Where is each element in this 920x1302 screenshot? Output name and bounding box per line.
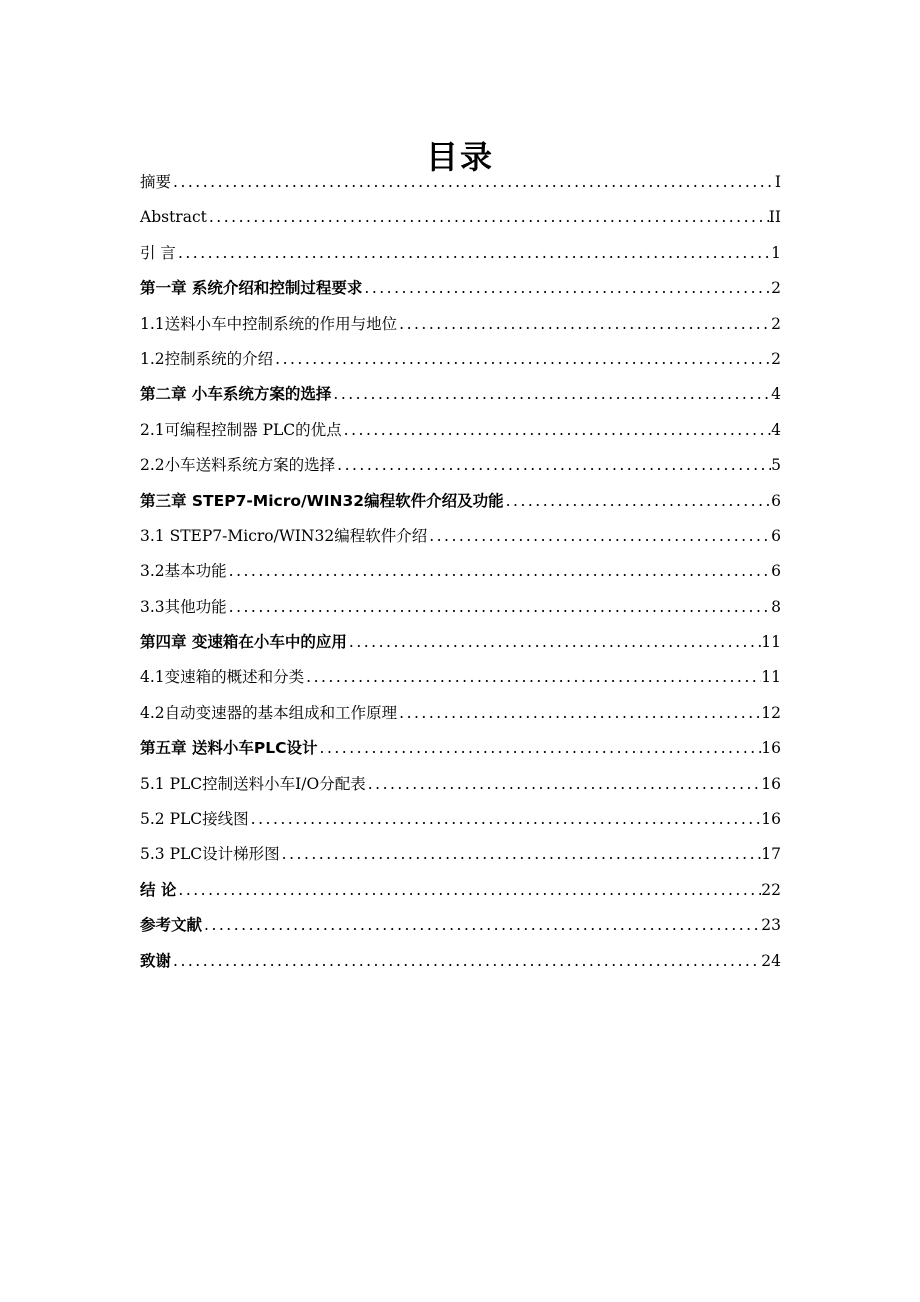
toc-chapter-entry[interactable] xyxy=(140,731,781,766)
toc-chapter-entry[interactable] xyxy=(140,271,781,306)
toc-page-number: 16 xyxy=(761,810,781,829)
toc-entry[interactable] xyxy=(140,554,781,589)
toc-dot-leader xyxy=(227,554,771,589)
toc-entry[interactable] xyxy=(140,448,781,483)
toc-page-number: 6 xyxy=(771,562,781,581)
toc-page-number: 11 xyxy=(761,668,781,687)
toc-dot-leader xyxy=(249,802,762,837)
toc-page-number: I xyxy=(774,173,781,191)
page-title: 目录 xyxy=(425,138,494,177)
toc-dot-leader xyxy=(342,413,771,448)
toc-entry[interactable] xyxy=(140,236,781,271)
toc-entry[interactable] xyxy=(140,342,781,377)
toc-dot-leader xyxy=(427,519,771,554)
toc-page-number: 16 xyxy=(761,739,781,758)
toc-entry-label: 第二章 小车系统方案的选择 xyxy=(140,385,332,404)
toc-page-number: 17 xyxy=(761,845,781,864)
toc-page-number: 2 xyxy=(771,349,781,368)
toc-dot-leader xyxy=(171,165,775,200)
toc-entry[interactable] xyxy=(140,307,781,342)
toc-entry-label: 1.1送料小车中控制系统的作用与地位 xyxy=(140,314,398,333)
toc-entry[interactable] xyxy=(140,767,781,802)
toc-entry-label: 1.2控制系统的介绍 xyxy=(140,349,274,368)
toc-chapter-entry[interactable] xyxy=(140,625,781,660)
toc-dot-leader xyxy=(171,944,761,979)
toc-entry[interactable] xyxy=(140,660,781,695)
toc-entry-label: Abstract xyxy=(140,208,207,227)
toc-entry-label: 摘要 xyxy=(140,173,172,191)
toc-entry-label: 第四章 变速箱在小车中的应用 xyxy=(140,633,347,652)
toc-entry-label: 4.2自动变速器的基本组成和工作原理 xyxy=(140,703,398,722)
toc-page-number: 24 xyxy=(761,951,781,970)
toc-entry-label: 5.1 PLC控制送料小车I/O分配表 xyxy=(140,774,366,793)
toc-chapter-entry[interactable] xyxy=(140,908,781,943)
toc-dot-leader xyxy=(397,696,761,731)
toc-dot-leader xyxy=(176,873,761,908)
toc-dot-leader xyxy=(397,307,771,342)
toc-dot-leader xyxy=(331,377,771,412)
table-of-contents xyxy=(140,165,781,979)
toc-page-number: 5 xyxy=(771,456,781,475)
toc-entry-label: 第五章 送料小车PLC设计 xyxy=(140,739,318,758)
toc-dot-leader xyxy=(504,484,772,519)
toc-entry[interactable] xyxy=(140,413,781,448)
toc-chapter-entry[interactable] xyxy=(140,873,781,908)
toc-page-number: 11 xyxy=(761,633,781,652)
toc-entry-label: 引 言 xyxy=(140,243,176,262)
toc-entry[interactable] xyxy=(140,837,781,872)
toc-entry-label: 第一章 系统介绍和控制过程要求 xyxy=(140,279,363,298)
toc-entry[interactable] xyxy=(140,696,781,731)
toc-dot-leader xyxy=(347,625,761,660)
toc-entry[interactable] xyxy=(140,519,781,554)
toc-chapter-entry[interactable] xyxy=(140,484,781,519)
toc-dot-leader xyxy=(318,731,762,766)
toc-page-number: 16 xyxy=(761,774,781,793)
toc-entry-label: 致谢 xyxy=(140,951,172,970)
toc-entry-label: 3.2基本功能 xyxy=(140,562,227,581)
toc-entry-label: 结 论 xyxy=(140,880,177,899)
toc-dot-leader xyxy=(366,767,762,802)
toc-entry-label: 第三章 STEP7-Micro/WIN32编程软件介绍及功能 xyxy=(140,491,504,510)
toc-dot-leader xyxy=(273,342,771,377)
toc-entry-label: 参考文献 xyxy=(140,916,203,935)
toc-page-number: II xyxy=(768,208,781,227)
toc-dot-leader xyxy=(202,908,761,943)
toc-page-number: 6 xyxy=(771,491,781,510)
toc-page-number: 4 xyxy=(771,385,781,404)
toc-page-number: 2 xyxy=(771,314,781,333)
toc-dot-leader xyxy=(280,837,762,872)
toc-page-number: 1 xyxy=(771,243,781,262)
toc-entry-label: 3.3其他功能 xyxy=(140,597,227,616)
toc-entry-label: 5.2 PLC接线图 xyxy=(140,810,249,829)
toc-dot-leader xyxy=(304,660,761,695)
toc-page-number: 23 xyxy=(761,916,781,935)
toc-dot-leader xyxy=(176,236,771,271)
toc-entry-label: 5.3 PLC设计梯形图 xyxy=(140,845,280,864)
toc-chapter-entry[interactable] xyxy=(140,377,781,412)
toc-page-number: 8 xyxy=(771,597,781,616)
toc-entry[interactable] xyxy=(140,165,781,200)
toc-entry-label: 2.1可编程控制器 PLC的优点 xyxy=(140,420,342,439)
toc-page-number: 2 xyxy=(771,279,781,298)
toc-entry-label: 2.2小车送料系统方案的选择 xyxy=(140,456,336,475)
toc-entry-label: 3.1 STEP7-Micro/WIN32编程软件介绍 xyxy=(140,526,428,545)
toc-page-number: 22 xyxy=(761,880,781,899)
toc-entry[interactable] xyxy=(140,802,781,837)
toc-page-number: 12 xyxy=(761,703,781,722)
toc-entry[interactable] xyxy=(140,200,781,235)
toc-dot-leader xyxy=(227,590,771,625)
toc-chapter-entry[interactable] xyxy=(140,944,781,979)
toc-entry[interactable] xyxy=(140,590,781,625)
toc-entry-label: 4.1变速箱的概述和分类 xyxy=(140,668,305,687)
toc-dot-leader xyxy=(335,448,771,483)
toc-page-number: 6 xyxy=(771,526,781,545)
toc-page-number: 4 xyxy=(771,420,781,439)
toc-dot-leader xyxy=(207,200,769,235)
toc-dot-leader xyxy=(362,271,771,306)
